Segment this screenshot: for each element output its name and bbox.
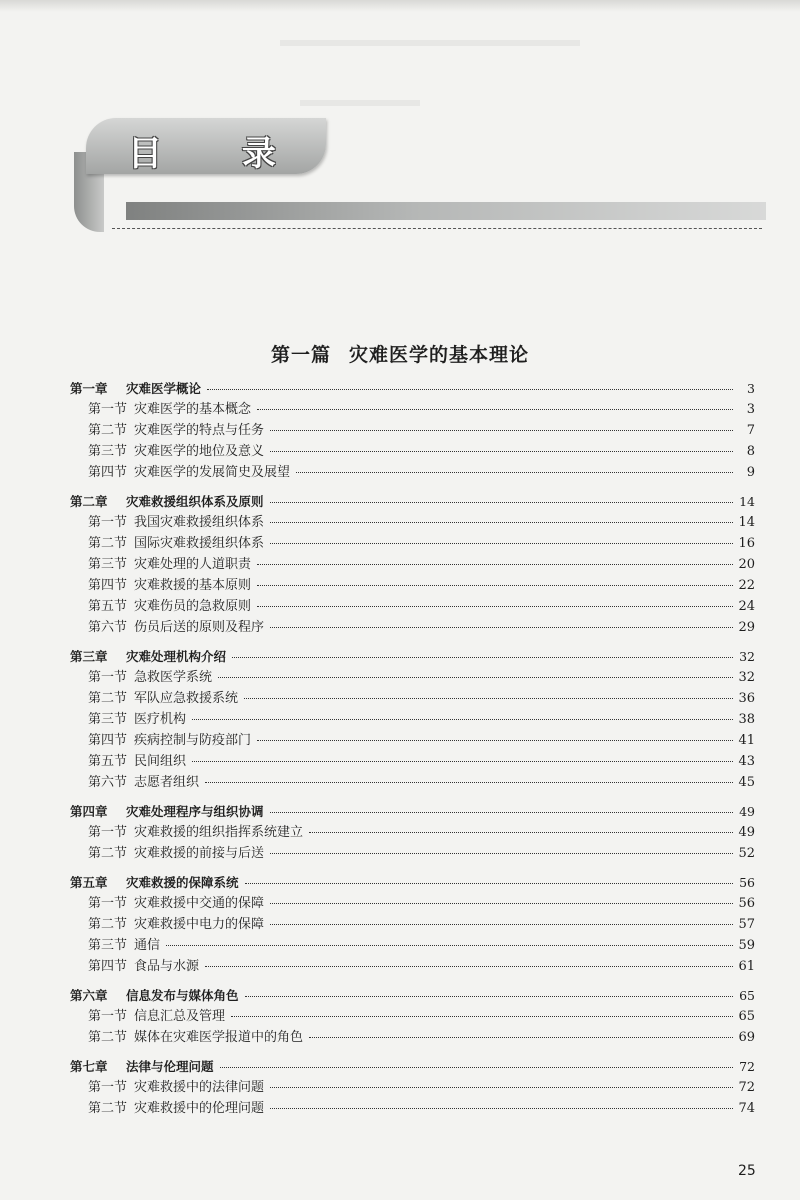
- entry-number: 第二节: [88, 1030, 128, 1045]
- entry-title: 灾难救援组织体系及原则: [126, 494, 264, 509]
- section-entry: [70, 914, 755, 935]
- dot-leader: [257, 740, 733, 741]
- section-entry: [70, 751, 755, 772]
- entry-page: 41: [738, 733, 755, 748]
- entry-title: 灾难医学的发展简史及展望: [134, 465, 291, 480]
- entry-title: 灾难救援的前接与后送: [134, 846, 265, 861]
- entry-title: 伤员后送的原则及程序: [134, 620, 265, 635]
- entry-number: 第六节: [88, 775, 128, 790]
- entry-number: 第二节: [88, 1101, 128, 1116]
- entry-title: 灾难医学的地位及意义: [134, 444, 265, 459]
- entry-title: 医疗机构: [134, 712, 187, 727]
- section-entry: [70, 533, 755, 554]
- entry-number: 第五节: [88, 599, 128, 614]
- entry-title: 灾难救援中电力的保障: [134, 917, 265, 932]
- section-entry: [70, 554, 755, 575]
- dot-leader: [270, 543, 733, 544]
- entry-number: 第三节: [88, 444, 128, 459]
- entry-title: 民间组织: [134, 754, 187, 769]
- entry-title: 灾难医学的基本概念: [134, 402, 252, 417]
- entry-title: 媒体在灾难医学报道中的角色: [134, 1030, 304, 1045]
- entry-number: 第三节: [88, 938, 128, 953]
- section-entry: [70, 667, 755, 688]
- dot-leader: [166, 945, 733, 946]
- entry-page: 8: [746, 444, 755, 459]
- dot-leader: [257, 585, 733, 586]
- entry-number: 第五节: [88, 754, 128, 769]
- dot-leader: [309, 832, 733, 833]
- entry-number: 第一节: [88, 1009, 128, 1024]
- dot-leader: [231, 1016, 733, 1017]
- section-entry: [70, 1006, 755, 1027]
- entry-page: 22: [738, 578, 755, 593]
- entry-number: 第三节: [88, 712, 128, 727]
- chapter-block: [70, 1056, 755, 1119]
- entry-number: 第二节: [88, 536, 128, 551]
- entry-page: 49: [738, 825, 755, 840]
- chapter-block: [70, 491, 755, 638]
- entry-title: 我国灾难救援组织体系: [134, 515, 265, 530]
- entry-number: 第二节: [88, 691, 128, 706]
- dot-leader: [244, 698, 733, 699]
- entry-page: 29: [738, 620, 755, 635]
- entry-page: 69: [738, 1030, 755, 1045]
- section-entry: [70, 420, 755, 441]
- dot-leader: [270, 812, 733, 813]
- dot-leader: [257, 564, 733, 565]
- entry-page: 16: [738, 536, 755, 551]
- dot-leader: [218, 677, 733, 678]
- entry-title: 灾难救援的组织指挥系统建立: [134, 825, 304, 840]
- entry-page: 14: [738, 515, 755, 530]
- entry-page: 74: [738, 1101, 755, 1116]
- section-entry: [70, 1027, 755, 1048]
- chapter-entry: [70, 801, 755, 822]
- dot-leader: [257, 409, 733, 410]
- entry-title: 食品与水源: [134, 959, 200, 974]
- section-entry: [70, 1098, 755, 1119]
- section-entry: [70, 1077, 755, 1098]
- dot-leader: [270, 1108, 733, 1109]
- entry-page: 59: [738, 938, 755, 953]
- dot-leader: [245, 883, 733, 884]
- entry-number: 第一节: [88, 515, 128, 530]
- section-entry: [70, 709, 755, 730]
- section-entry: [70, 843, 755, 864]
- section-entry: [70, 893, 755, 914]
- entry-number: 第一节: [88, 825, 128, 840]
- entry-page: 24: [738, 599, 755, 614]
- entry-page: 65: [739, 988, 755, 1003]
- section-entry: [70, 462, 755, 483]
- entry-page: 72: [739, 1059, 755, 1074]
- entry-page: 61: [738, 959, 755, 974]
- entry-page: 3: [747, 381, 755, 396]
- part-heading: [0, 340, 800, 367]
- entry-page: 3: [746, 402, 755, 417]
- entry-page: 32: [739, 649, 755, 664]
- page-top-edge: [0, 0, 800, 12]
- entry-title: 志愿者组织: [134, 775, 200, 790]
- entry-page: 56: [738, 896, 755, 911]
- entry-number: 第二节: [88, 846, 128, 861]
- chapter-block: [70, 985, 755, 1048]
- entry-number: 第四节: [88, 578, 128, 593]
- section-entry: [70, 688, 755, 709]
- section-entry: [70, 935, 755, 956]
- dot-leader: [270, 1087, 733, 1088]
- chapter-entry: [70, 491, 755, 512]
- dot-leader: [205, 966, 733, 967]
- section-entry: [70, 956, 755, 977]
- entry-number: 第一节: [88, 1080, 128, 1095]
- entry-number: 第四节: [88, 733, 128, 748]
- entry-title: 灾难处理的人道职责: [134, 557, 252, 572]
- entry-title: 灾难救援中的法律问题: [134, 1080, 265, 1095]
- dot-leader: [270, 853, 733, 854]
- entry-number: 第二节: [88, 423, 128, 438]
- entry-title: 信息汇总及管理: [134, 1009, 226, 1024]
- entry-title: 法律与伦理问题: [126, 1059, 214, 1074]
- entry-page: 32: [738, 670, 755, 685]
- entry-number: 第二章: [70, 494, 108, 509]
- entry-number: 第一节: [88, 670, 128, 685]
- entry-page: 43: [738, 754, 755, 769]
- entry-number: 第六章: [70, 988, 108, 1003]
- chapter-block: [70, 801, 755, 864]
- entry-number: 第四节: [88, 465, 128, 480]
- dot-leader: [296, 472, 733, 473]
- chapter-entry: [70, 872, 755, 893]
- dot-leader: [192, 719, 733, 720]
- entry-title: 信息发布与媒体角色: [126, 988, 239, 1003]
- page-number: 25: [738, 1163, 756, 1179]
- section-entry: [70, 399, 755, 420]
- entry-page: 9: [746, 465, 755, 480]
- entry-title: 灾难救援的保障系统: [126, 875, 239, 890]
- entry-page: 14: [739, 494, 755, 509]
- dot-leader: [220, 1067, 733, 1068]
- section-entry: [70, 575, 755, 596]
- chapter-block: [70, 646, 755, 793]
- entry-title: 军队应急救援系统: [134, 691, 239, 706]
- entry-page: 49: [739, 804, 755, 819]
- chapter-entry: [70, 1056, 755, 1077]
- entry-number: 第三章: [70, 649, 108, 664]
- table-of-contents: [70, 378, 755, 1127]
- part-number: 第一篇: [270, 344, 331, 366]
- dot-leader: [270, 451, 733, 452]
- entry-page: 7: [746, 423, 755, 438]
- entry-number: 第一章: [70, 381, 108, 396]
- dot-leader: [270, 522, 733, 523]
- dot-leader: [270, 903, 733, 904]
- part-title: 灾难医学的基本理论: [349, 344, 530, 366]
- section-entry: [70, 512, 755, 533]
- section-entry: [70, 441, 755, 462]
- dot-leader: [270, 502, 733, 503]
- section-entry: [70, 730, 755, 751]
- section-entry: [70, 617, 755, 638]
- dot-leader: [205, 782, 733, 783]
- entry-title: 灾难医学的特点与任务: [134, 423, 265, 438]
- entry-page: 72: [738, 1080, 755, 1095]
- entry-page: 65: [738, 1009, 755, 1024]
- chapter-entry: [70, 985, 755, 1006]
- entry-title: 灾难处理机构介绍: [126, 649, 227, 664]
- banner-bar: [126, 202, 766, 220]
- entry-page: 56: [739, 875, 755, 890]
- entry-title: 灾难救援的基本原则: [134, 578, 252, 593]
- entry-page: 45: [738, 775, 755, 790]
- entry-page: 36: [738, 691, 755, 706]
- title-tab: [86, 118, 326, 174]
- entry-title: 灾难救援中的伦理问题: [134, 1101, 265, 1116]
- entry-number: 第一节: [88, 402, 128, 417]
- dashed-rule: [112, 228, 762, 229]
- bleed-through-mark: [280, 40, 580, 46]
- chapter-block: [70, 872, 755, 977]
- entry-number: 第七章: [70, 1059, 108, 1074]
- entry-page: 57: [738, 917, 755, 932]
- entry-title: 灾难处理程序与组织协调: [126, 804, 264, 819]
- entry-number: 第四节: [88, 959, 128, 974]
- entry-number: 第三节: [88, 557, 128, 572]
- dot-leader: [192, 761, 733, 762]
- entry-number: 第四章: [70, 804, 108, 819]
- dot-leader: [270, 430, 733, 431]
- chapter-entry: [70, 646, 755, 667]
- entry-title: 灾难伤员的急救原则: [134, 599, 252, 614]
- entry-number: 第五章: [70, 875, 108, 890]
- chapter-block: [70, 378, 755, 483]
- entry-title: 急救医学系统: [134, 670, 213, 685]
- entry-title: 疾病控制与防疫部门: [134, 733, 252, 748]
- dot-leader: [270, 924, 733, 925]
- entry-number: 第二节: [88, 917, 128, 932]
- dot-leader: [309, 1037, 733, 1038]
- toc-heading: 目 录: [128, 134, 310, 174]
- entry-title: 国际灾难救援组织体系: [134, 536, 265, 551]
- entry-title: 灾难医学概论: [126, 381, 202, 396]
- dot-leader: [245, 996, 733, 997]
- section-entry: [70, 772, 755, 793]
- entry-number: 第一节: [88, 896, 128, 911]
- entry-title: 灾难救援中交通的保障: [134, 896, 265, 911]
- dot-leader: [257, 606, 733, 607]
- toc-header-banner: [74, 112, 764, 252]
- entry-page: 38: [738, 712, 755, 727]
- dot-leader: [270, 627, 733, 628]
- chapter-entry: [70, 378, 755, 399]
- entry-number: 第六节: [88, 620, 128, 635]
- entry-page: 20: [738, 557, 755, 572]
- section-entry: [70, 596, 755, 617]
- dot-leader: [207, 389, 733, 390]
- section-entry: [70, 822, 755, 843]
- entry-page: 52: [738, 846, 755, 861]
- dot-leader: [232, 657, 733, 658]
- entry-title: 通信: [134, 938, 161, 953]
- bleed-through-mark: [300, 100, 420, 106]
